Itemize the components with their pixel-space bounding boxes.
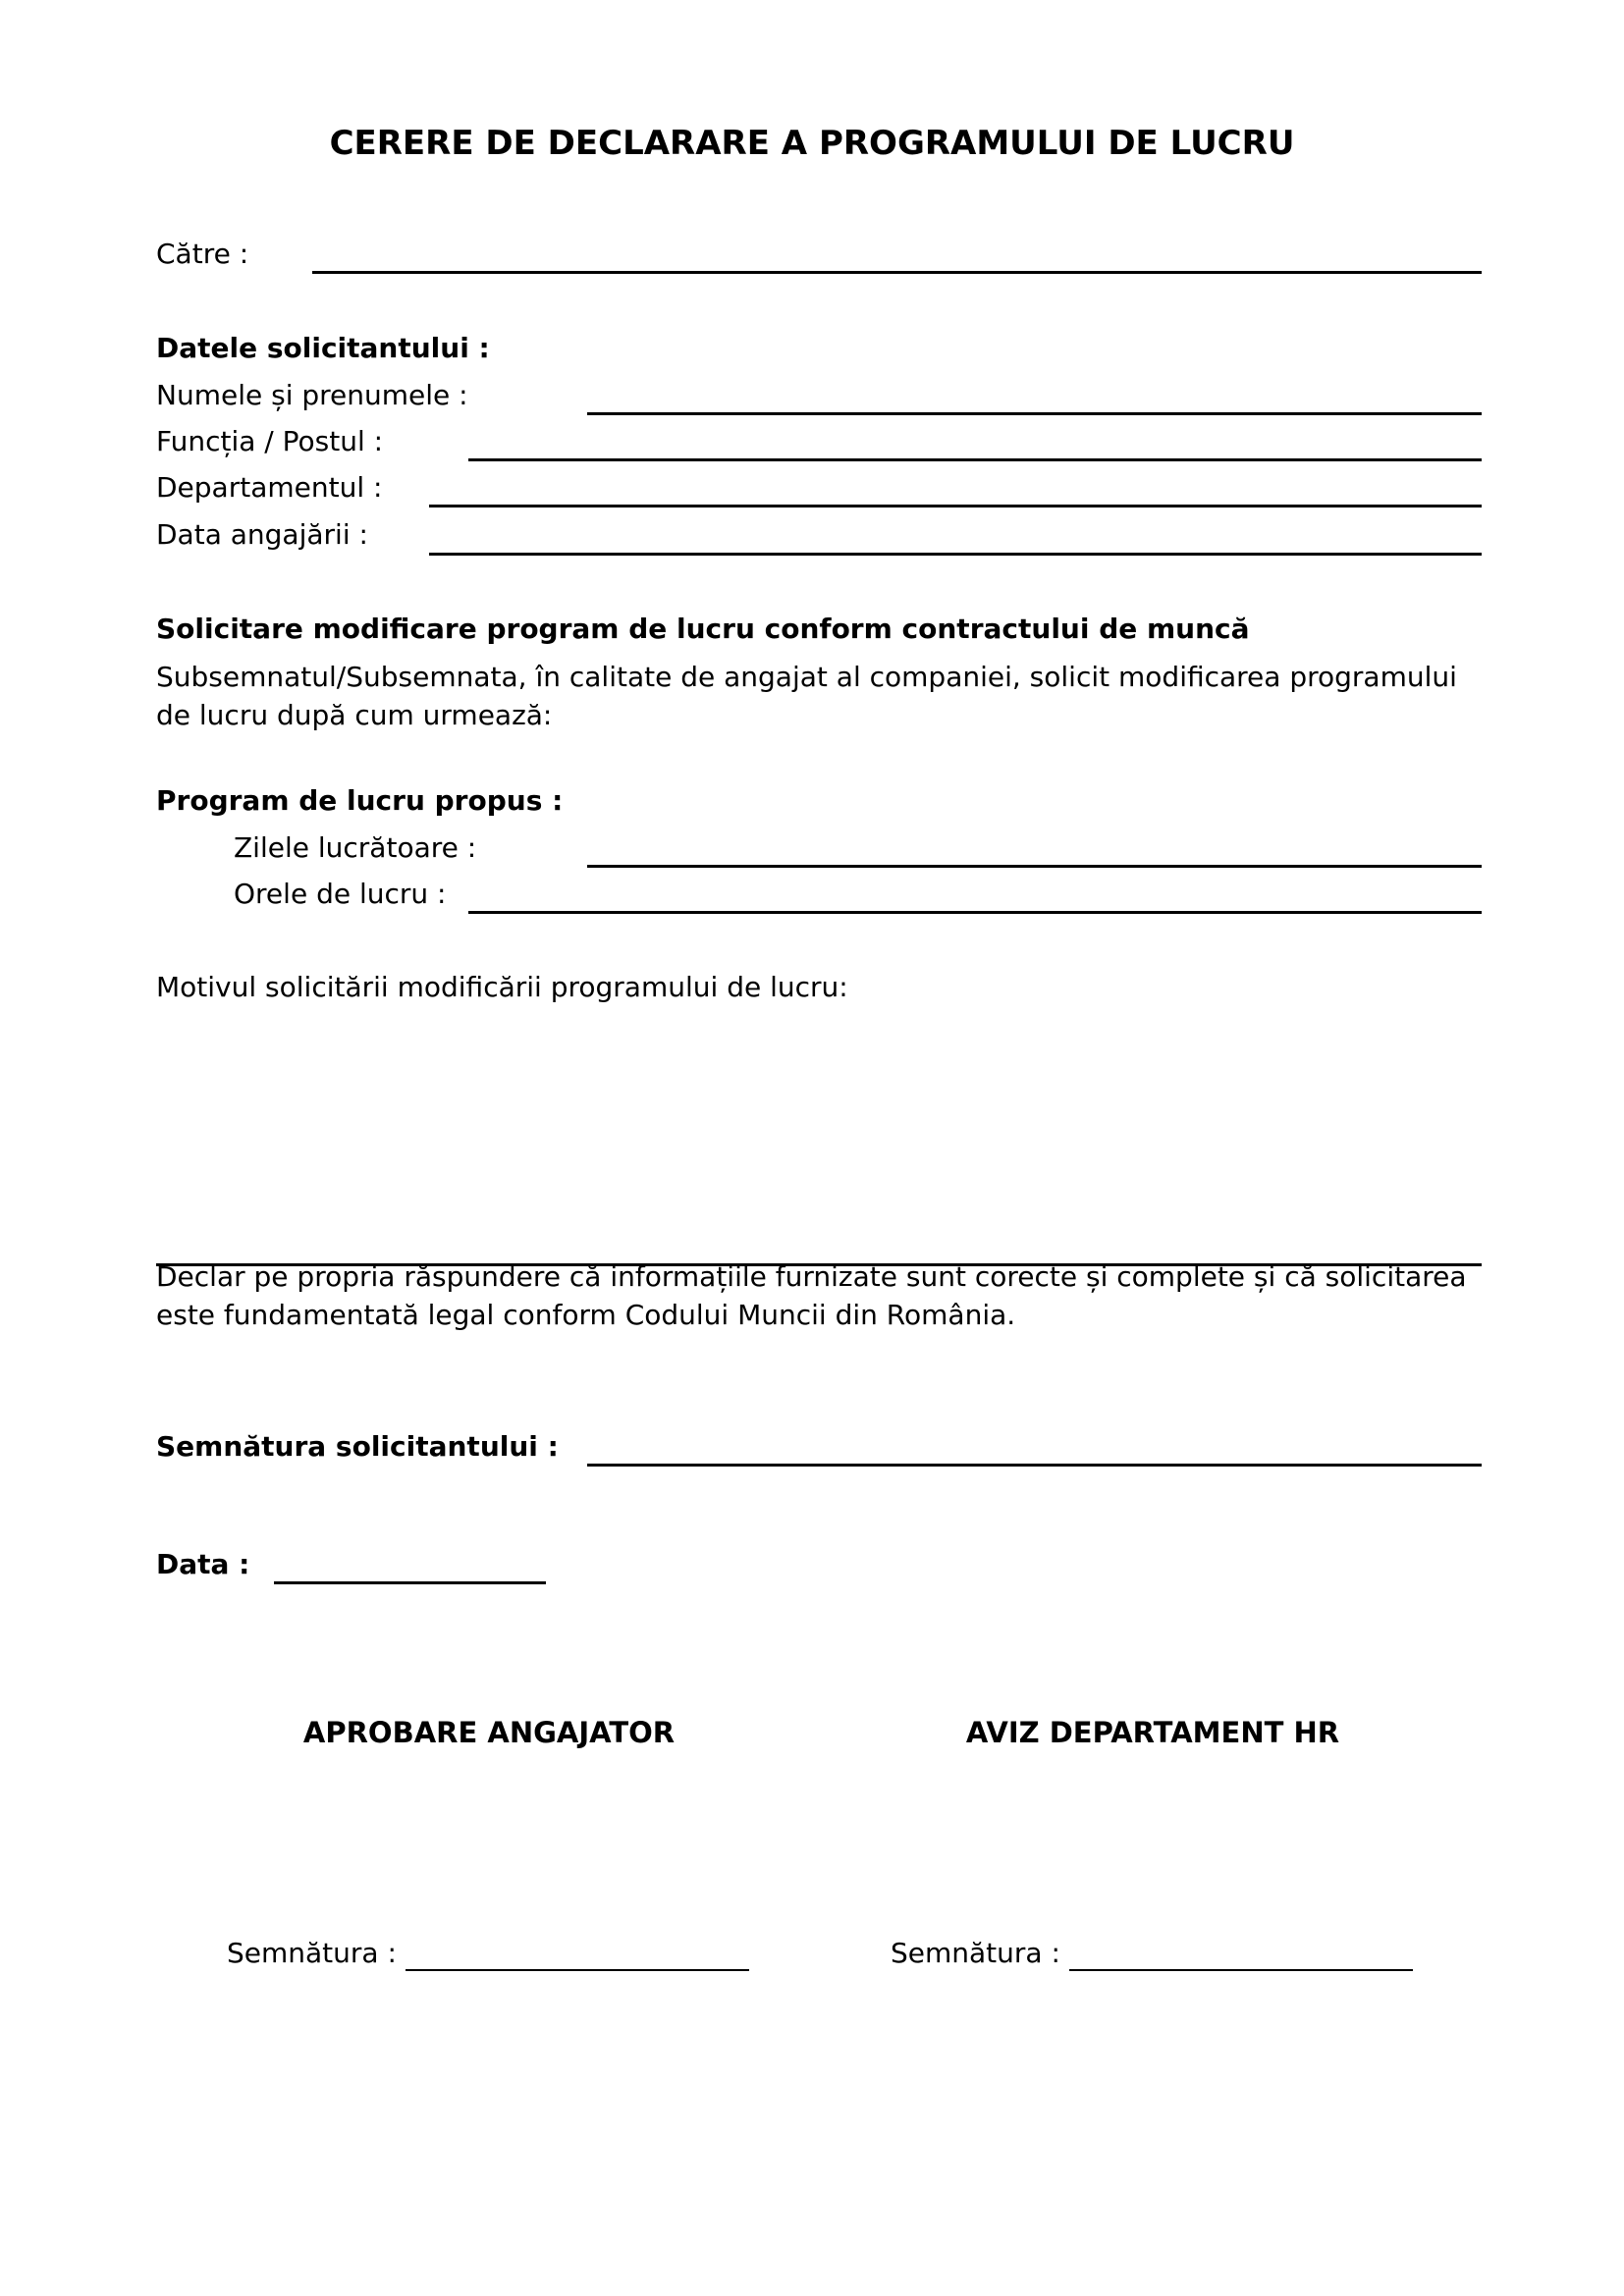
signature-field[interactable] (587, 1464, 1482, 1467)
work-hours-field[interactable] (468, 911, 1482, 914)
employer-signature-label: Semnătura : (227, 1937, 397, 1969)
request-body: Subsemnatul/Subsemnata, în calitate de angajat al companiei, solicit modificarea programului de lucru după cum urmează: (156, 661, 1457, 731)
hr-signature-field[interactable] (1069, 1969, 1413, 1971)
employer-approval-heading: APROBARE ANGAJATOR (302, 1716, 676, 1749)
name-field[interactable] (587, 412, 1482, 415)
department-field[interactable] (429, 505, 1482, 507)
signature-label: Semnătura solicitantului : (156, 1430, 559, 1463)
hire-date-label: Data angajării : (156, 518, 368, 551)
position-label: Funcția / Postul : (156, 425, 384, 457)
to-field[interactable] (312, 271, 1482, 274)
schedule-heading: Program de lucru propus : (156, 784, 564, 817)
applicant-heading: Datele solicitantului : (156, 332, 490, 364)
work-days-field[interactable] (587, 865, 1482, 868)
document-title: CERERE DE DECLARARE A PROGRAMULUI DE LUCRU (329, 124, 1295, 163)
employer-signature-field[interactable] (406, 1969, 749, 1971)
hr-signature-label: Semnătura : (891, 1937, 1060, 1969)
to-label: Către : (156, 238, 249, 270)
position-field[interactable] (468, 458, 1482, 461)
reason-label: Motivul solicitării modificării programului de lucru: (156, 971, 848, 1003)
declaration-text: Declar pe propria răspundere că informațiile furnizate sunt corecte și complete și că solicitarea este fundamentată legal conform Codului Muncii din România. (156, 1260, 1467, 1331)
work-hours-label: Orele de lucru : (234, 878, 447, 910)
date-label: Data : (156, 1548, 250, 1580)
hr-approval-heading: AVIZ DEPARTAMENT HR (965, 1716, 1340, 1749)
request-heading: Solicitare modificare program de lucru conform contractului de muncă (156, 613, 1250, 645)
name-label: Numele și prenumele : (156, 379, 468, 411)
date-field[interactable] (274, 1581, 546, 1584)
department-label: Departamentul : (156, 471, 383, 504)
work-days-label: Zilele lucrătoare : (234, 831, 477, 864)
hire-date-field[interactable] (429, 553, 1482, 556)
